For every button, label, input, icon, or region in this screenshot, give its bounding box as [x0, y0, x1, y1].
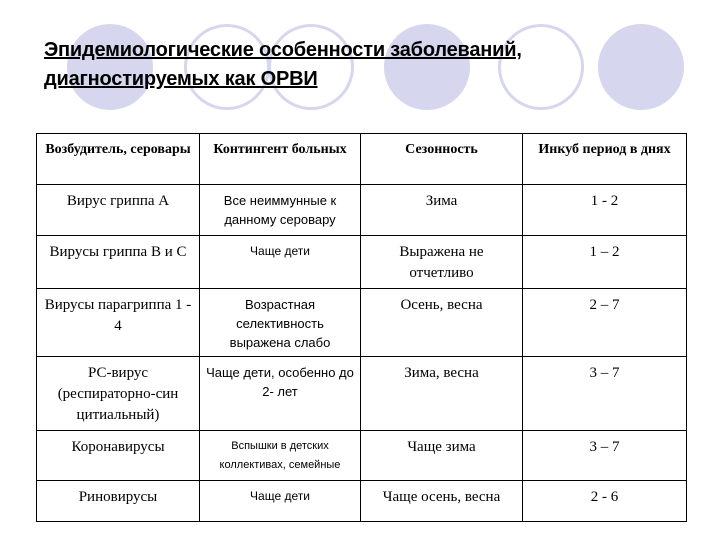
table-row	[37, 357, 687, 431]
cell-pathogen: Вирусы гриппа В и С	[37, 236, 200, 289]
cell-incubation: 3 – 7	[523, 431, 687, 481]
cell-pathogen: Коронавирусы	[37, 431, 200, 481]
cell-incubation: 2 - 6	[523, 481, 687, 522]
header-incubation: Инкуб период в днях	[523, 134, 687, 185]
cell-pathogen: Риновирусы	[37, 481, 200, 522]
header-pathogen: Возбудитель, серовары	[37, 134, 200, 185]
cell-incubation: 2 – 7	[523, 289, 687, 357]
cell-patients: Чаще дети	[200, 236, 361, 289]
cell-season: Чаще осень, весна	[361, 481, 523, 522]
cell-patients: Чаще дети, особенно до 2- лет	[200, 357, 361, 431]
cell-season: Чаще зима	[361, 431, 523, 481]
table-row	[37, 289, 687, 357]
cell-season: Выражена не отчетливо	[361, 236, 523, 289]
cell-incubation: 3 – 7	[523, 357, 687, 431]
header-season: Сезонность	[361, 134, 523, 185]
epidemiology-table	[36, 133, 687, 522]
table-row	[37, 185, 687, 236]
cell-season: Зима	[361, 185, 523, 236]
cell-patients: Вспышки в детских коллективах, семейные	[200, 431, 361, 481]
cell-pathogen: РС-вирус (респираторно-син цитиальный)	[37, 357, 200, 431]
cell-incubation: 1 - 2	[523, 185, 687, 236]
cell-patients: Возрастная селективность выражена слабо	[200, 289, 361, 357]
cell-incubation: 1 – 2	[523, 236, 687, 289]
table-row	[37, 236, 687, 289]
table-header-row	[37, 134, 687, 185]
slide-title	[44, 36, 624, 94]
cell-season: Зима, весна	[361, 357, 523, 431]
title-line-2: диагностируемых как ОРВИ	[44, 68, 318, 90]
title-line-1: Эпидемиологические особенности заболеваний,	[44, 39, 522, 61]
cell-patients: Все неиммунные к данному серовару	[200, 185, 361, 236]
cell-pathogen: Вирусы парагриппа 1 - 4	[37, 289, 200, 357]
header-patients: Контингент больных	[200, 134, 361, 185]
cell-pathogen: Вирус гриппа А	[37, 185, 200, 236]
cell-patients: Чаще дети	[200, 481, 361, 522]
table-row	[37, 481, 687, 522]
cell-season: Осень, весна	[361, 289, 523, 357]
table-row	[37, 431, 687, 481]
